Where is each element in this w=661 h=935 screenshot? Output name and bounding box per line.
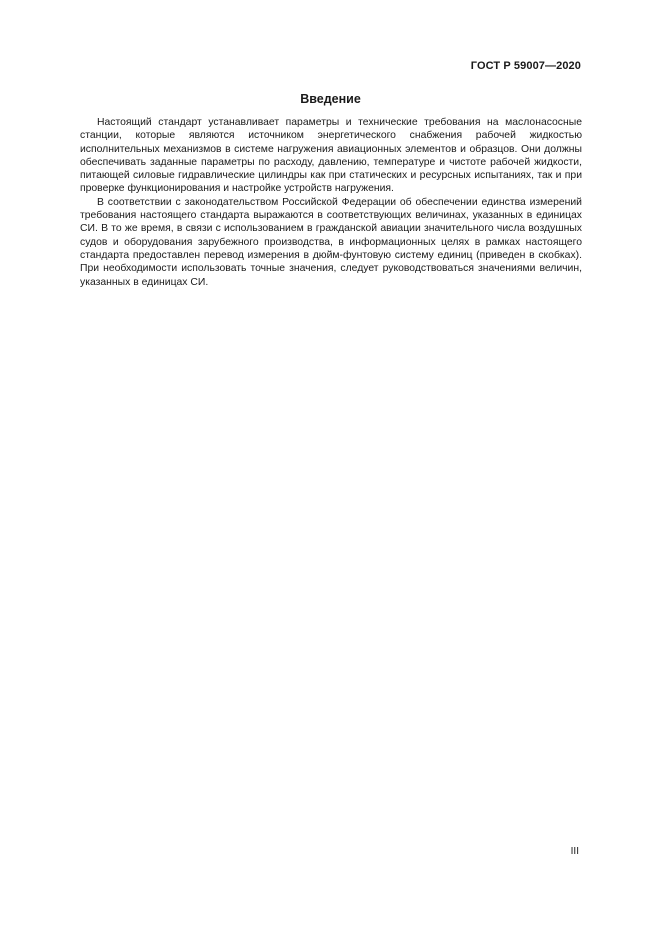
section-title: Введение: [300, 92, 361, 106]
paragraph: В соответствии с законодательством Российской Федерации об обеспечении единства измерений требования настоящего стандарта выражаются в соответствующих величинах, указанных в единицах СИ. В то же время, в связи с использованием в гражданской авиации значительного числа воздушных судов и оборудования зарубежного производства, в информационных целях в рамках настоящего стандарта предоставлен перевод измерения в дюйм-фунтовую систему единиц (приведен в скобках). При необходимости использовать точные значения, следует руководствоваться значениями величин, указанных в единицах СИ.: [80, 196, 582, 288]
document-code: ГОСТ Р 59007—2020: [470, 60, 581, 72]
body-text: [80, 116, 582, 289]
page-number: III: [570, 846, 579, 857]
paragraph: Настоящий стандарт устанавливает параметры и технические требования на маслонасосные станции, которые являются источником энергетического снабжения рабочей жидкостью исполнительных механизмов в системе нагружения авиационных элементов и образцов. Они должны обеспечивать заданные параметры по расходу, давлению, температуре и чистоте рабочей жидкости, питающей силовые гидравлические цилиндры как при статических и ресурсных испытаниях, так и при проверке функционирования и настройке устройств нагружения.: [80, 117, 582, 195]
